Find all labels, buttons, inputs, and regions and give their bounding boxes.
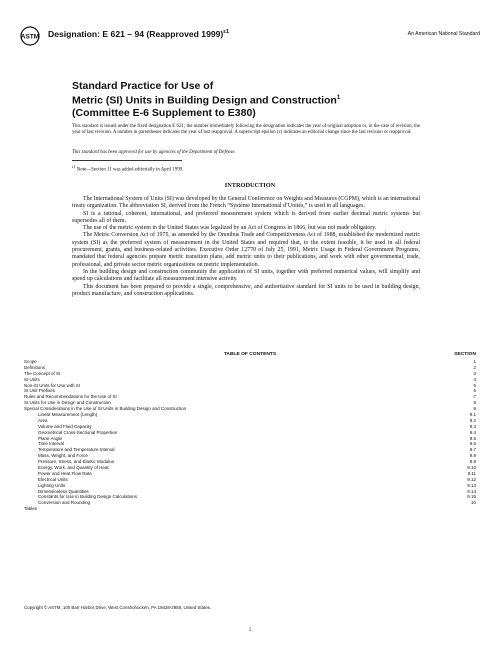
document-header <box>20 26 480 48</box>
toc-entry-section-number: 9.15 <box>467 494 476 500</box>
toc-entry-section-number: 9.7 <box>469 447 476 453</box>
introduction-body <box>72 196 420 298</box>
divider <box>72 160 182 161</box>
toc-entry-title: Rules and Recommendations for the Use of SI <box>24 394 117 400</box>
astm-logo <box>20 26 42 46</box>
toc-entry-section-number: 9.3 <box>469 423 476 429</box>
toc-entry-section-number: 9.5 <box>469 435 476 441</box>
toc-entry-section-number: 4 <box>473 376 476 382</box>
toc-entry-section-number: 2 <box>473 364 476 370</box>
editorial-note: $^{\varepsilon 1}$ Note—Section 11 was added editorially in April 1999. <box>72 165 184 173</box>
intro-paragraph: The Metric Conversion Act of 1975, as amended by the Omnibus Trade and Competitiveness Act of 1988, established the modernized metric system (SI) as the preferred system of measurement in the United States and required that, to the extent feasible, it be used in all federal procurement, grants, and business-related activities. Executive Order 12770 of July 25, 1991, Metric Usage in Federal Government Programs, mandated that federal agencies prepare metric transition plans, add metric units to their publications, and work with other governmental, trade, professional, and private sector metric organizations on metric implementation. <box>72 232 420 268</box>
intro-paragraph: This document has been prepared to provide a single, comprehensive, and authoritative standard for SI units to be used in building design, product manufacture, and construction applications. <box>72 283 420 297</box>
designation-epsilon: ε1 <box>223 29 229 36</box>
standard-issue-note: This standard is issued under the fixed designation E 621; the number immediately following the designation indicates the year of original adoption or, in the case of revision, the year of last revision. A number in parentheses indicates the year of last reapproval. A superscript epsilon (ε) indicates an editorial change since the last revision or reapproval. <box>72 124 420 136</box>
toc-entry-title: Tables <box>24 506 38 512</box>
toc-heading: TABLE OF CONTENTS <box>223 352 277 357</box>
dod-approval-note: This standard has been approved for use by agencies of the Department of Defense. <box>72 150 236 155</box>
toc-entry-section-number: 8 <box>473 400 476 406</box>
toc-entry-title: Lighting Units <box>38 482 66 488</box>
toc-entry-title: Power and Heat Flow Rate <box>38 470 92 476</box>
introduction-heading: INTRODUCTION <box>224 182 276 189</box>
toc-entry-section-number: 7 <box>473 394 476 400</box>
title-footnote-marker: 1 <box>336 95 341 101</box>
national-standard-label: An American National Standard <box>407 31 480 37</box>
toc-entry-section-number: 3 <box>473 370 476 376</box>
toc-entry-title: Scope <box>24 359 37 364</box>
toc-entry-section-number: 9.11 <box>467 470 476 476</box>
table-of-contents <box>24 359 476 512</box>
title-line-1: Standard Practice for Use of <box>72 80 214 92</box>
toc-entry-title: Volume and Fluid Capacity <box>38 423 92 429</box>
document-title <box>72 80 432 119</box>
designation-text: Designation: E 621 – 94 (Reapproved 1999) <box>48 29 224 39</box>
toc-entry-section-number: 9.14 <box>467 488 476 494</box>
toc-entry-title: Special Considerations in the Use of SI Units in Building Design and Construction <box>24 406 187 412</box>
copyright-notice: Copyright © ASTM, 100 Barr Harbor Drive, West Conshohocken, PA 19428-2959, United States. <box>24 605 212 610</box>
toc-entry-title: Dimensionless Quantities <box>38 488 89 494</box>
toc-entry-title: Temperature and Temperature Interval <box>38 447 115 453</box>
title-line-3: (Committee E-6 Supplement to E380) <box>72 106 256 119</box>
toc-entry-section-number: 6 <box>473 388 476 394</box>
toc-entry-title: SI Units <box>24 376 40 382</box>
toc-entry-title: Plane Angle <box>38 435 63 441</box>
svg-text:ASTM: ASTM <box>20 33 40 41</box>
toc-entry-section-number: 1 <box>473 359 476 364</box>
toc-entry-section-number: 9.2 <box>469 417 476 423</box>
toc-entry-title: Pressure, Stress, and Elastic Modulus <box>38 459 115 465</box>
toc-entry-section-number: 9.6 <box>469 441 476 447</box>
title-line-2: Metric (SI) Units in Building Design and Construction$^1$ <box>72 94 341 107</box>
page-number: 1 <box>248 627 252 633</box>
toc-section-label: SECTION <box>454 352 476 357</box>
toc-entry-title: SI Unit Prefixes <box>24 388 56 394</box>
intro-paragraph: In the building design and construction community the application of SI units, together with preferred numerical values, will simplify and speed up calculations and facilitate all measurement intensive activity. <box>72 268 420 283</box>
toc-entry-title: Electrical Units <box>38 476 68 482</box>
toc-entry-section-number: 9.9 <box>469 459 476 465</box>
toc-entry-title: Linear Measurement (Length) <box>38 412 98 418</box>
toc-entry-section-number: 9.13 <box>467 482 476 488</box>
toc-entry-title: Mass, Weight, and Force <box>38 453 88 459</box>
toc-entry-title: SI Units for Use in Design and Construction <box>24 400 111 406</box>
toc-entry-title: The Concept of SI <box>24 370 61 376</box>
designation <box>48 29 229 39</box>
intro-paragraph: SI is a rational, coherent, international, and preferred measurement system which is derived from earlier decimal metric systems but supersedes all of them. <box>72 210 420 224</box>
toc-entry-section-number: 9.1 <box>469 412 476 418</box>
toc-entry-section-number: 9.4 <box>469 429 476 435</box>
toc-entry-title: Constants for Use in Building Design Calculations <box>38 494 138 500</box>
toc-entry-title: Geometrical Cross-Sectional Properties <box>38 429 118 435</box>
toc-entry-section-number: 10 <box>470 500 476 506</box>
toc-entry <box>24 506 476 512</box>
toc-entry-section-number: 9 <box>473 406 476 412</box>
intro-paragraph: The International System of Units (SI) was developed by the General Conference on Weights and Measures (CGPM), which is an international treaty organization. The abbreviation SI, derived from the French “Système International d’Unités,” is used in all languages. <box>72 196 420 210</box>
toc-entry-title: Energy, Work, and Quantity of Heat <box>38 465 109 471</box>
toc-entry-title: Time Interval <box>38 441 64 447</box>
toc-entry-section-number: 5 <box>473 382 476 388</box>
toc-entry-section-number: 9.8 <box>469 453 476 459</box>
toc-entry-section-number: 9.12 <box>467 476 476 482</box>
toc-entry-title: Non-SI Units for Use with SI <box>24 382 81 388</box>
toc-entry-title: Definitions <box>24 364 46 370</box>
toc-entry-section-number: 9.10 <box>467 465 476 471</box>
toc-entry-title: Conversion and Rounding <box>38 500 91 506</box>
intro-paragraph: The use of the metric system in the United States was legalized by an Act of Congress in 1866, but was not made obligatory. <box>83 225 377 232</box>
toc-entry-title: Area <box>38 417 48 423</box>
